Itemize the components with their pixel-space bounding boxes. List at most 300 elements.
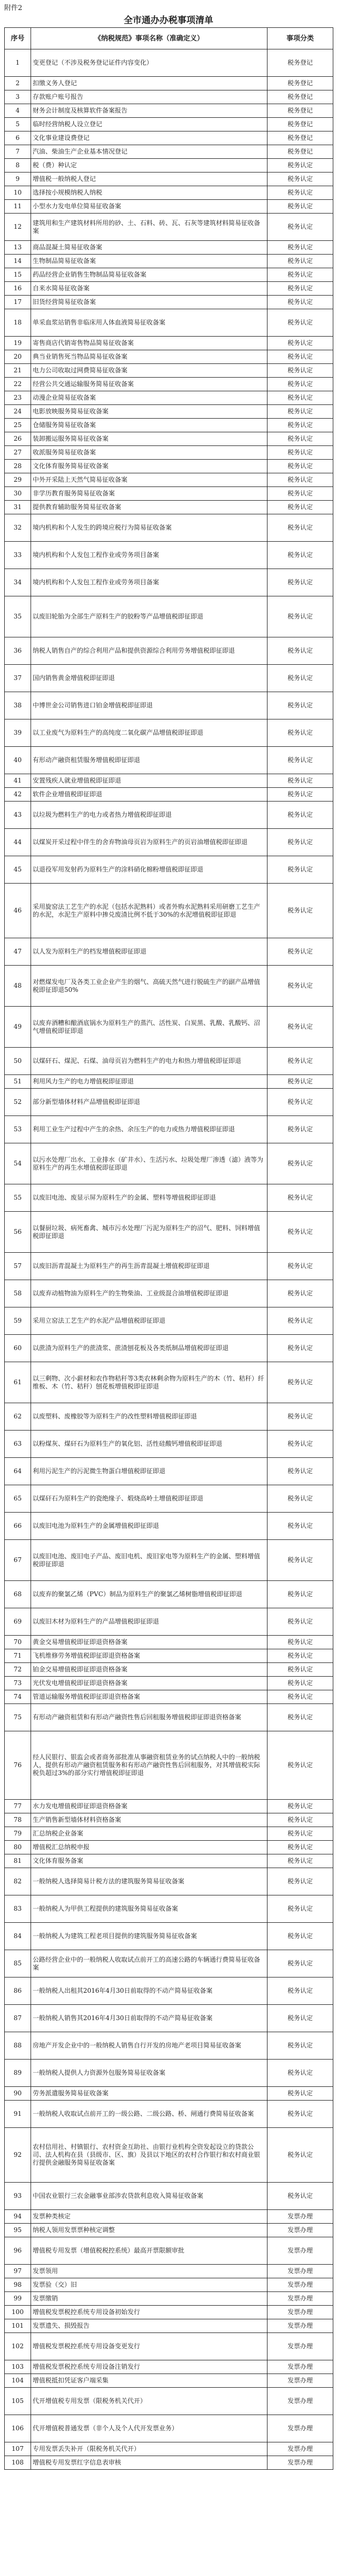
row-number: 39	[5, 719, 31, 747]
item-category: 税务认定	[267, 473, 333, 487]
item-category: 税务认定	[267, 665, 333, 692]
item-category: 税务认定	[267, 1089, 333, 1116]
item-name: 软件企业增值税即征即退	[31, 788, 267, 802]
table-row	[5, 104, 333, 118]
item-category: 税务认定	[267, 1663, 333, 1677]
item-category: 税务认定	[267, 1540, 333, 1581]
row-number: 52	[5, 1089, 31, 1116]
item-name: 财务会计制度及核算软件备案报告	[31, 104, 267, 118]
table-row	[5, 159, 333, 173]
item-name: 生物制品简易征收备案	[31, 255, 267, 268]
table-row	[5, 542, 333, 569]
item-category: 税务认定	[267, 296, 333, 309]
row-number: 78	[5, 1813, 31, 1827]
item-name: 以废旧电池为原料生产的金属增值税即征即退	[31, 1513, 267, 1540]
item-name: 典当业销售死当物品简易征收备案	[31, 350, 267, 364]
row-number: 98	[5, 2278, 31, 2292]
row-number: 88	[5, 2032, 31, 2060]
row-number: 93	[5, 2183, 31, 2210]
item-category: 税务认定	[267, 1048, 333, 1075]
row-number: 48	[5, 966, 31, 1007]
table-row	[5, 1868, 333, 1895]
row-number: 82	[5, 1868, 31, 1895]
row-number: 42	[5, 788, 31, 802]
item-name: 发票缴销	[31, 2292, 267, 2306]
table-row	[5, 884, 333, 938]
item-category: 税务认定	[267, 802, 333, 829]
row-number: 33	[5, 542, 31, 569]
item-name: 税（费）种认定	[31, 159, 267, 173]
row-number: 66	[5, 1513, 31, 1540]
item-name: 一般纳税人出租其2016年4月30日前取得的不动产简易征收备案	[31, 1977, 267, 2005]
item-name: 增值税汇总纳税申报	[31, 1841, 267, 1854]
table-row	[5, 2442, 333, 2456]
table-row	[5, 391, 333, 405]
item-name: 有形动产融资租赁服务增值税即征即退	[31, 747, 267, 774]
item-name: 发票遗失、损毁报告	[31, 2319, 267, 2333]
item-name: 水力发电增值税即征即退资格备案	[31, 1800, 267, 1813]
item-category: 税务认定	[267, 364, 333, 378]
table-row	[5, 1950, 333, 1977]
table-row	[5, 118, 333, 131]
table-row	[5, 1731, 333, 1800]
item-name: 小型水力发电单位简易征收备案	[31, 200, 267, 214]
item-category: 税务认定	[267, 2032, 333, 2060]
table-row	[5, 282, 333, 296]
row-number: 8	[5, 159, 31, 173]
item-category: 税务认定	[267, 747, 333, 774]
item-category: 税务认定	[267, 514, 333, 542]
item-category: 发票办理	[267, 2360, 333, 2374]
item-category: 税务认定	[267, 966, 333, 1007]
item-category: 税务认定	[267, 637, 333, 665]
row-number: 89	[5, 2060, 31, 2087]
item-name: 电影放映服务简易征收备案	[31, 405, 267, 419]
table-row	[5, 1581, 333, 1608]
item-table	[4, 27, 333, 2470]
item-name: 一般纳税人提供人力资源外包服务简易征收备案	[31, 2060, 267, 2087]
item-name: 境内机构和个人发生的跨境应税行为简易征收备案	[31, 514, 267, 542]
item-category: 税务认定	[267, 214, 333, 241]
item-category: 税务认定	[267, 200, 333, 214]
item-name: 临时经营纳税人设立登记	[31, 118, 267, 131]
column-header-name: 《纳税规范》事项名称（准确定义）	[31, 28, 267, 49]
row-number: 80	[5, 1841, 31, 1854]
item-category: 税务认定	[267, 460, 333, 473]
table-row	[5, 719, 333, 747]
item-category: 税务登记	[267, 77, 333, 90]
item-name: 利用风力生产的电力增值税即征即退	[31, 1075, 267, 1089]
table-row	[5, 49, 333, 77]
table-row	[5, 1513, 333, 1540]
table-row	[5, 432, 333, 446]
row-number: 9	[5, 173, 31, 186]
table-row	[5, 1813, 333, 1827]
table-row	[5, 1704, 333, 1731]
item-name: 文化事业建设费登记	[31, 131, 267, 145]
item-name: 增值税发票税控系统专用设备变更发行	[31, 2333, 267, 2360]
item-name: 一般纳税人收取试点前开工的一级公路、二级公路、桥、闸通行费简易征收备案	[31, 2101, 267, 2128]
row-number: 77	[5, 1800, 31, 1813]
item-category: 税务认定	[267, 569, 333, 596]
item-name: 汇总纳税企业备案	[31, 1827, 267, 1841]
row-number: 40	[5, 747, 31, 774]
item-category: 税务登记	[267, 145, 333, 159]
item-name: 以废塑料、废橡胶等为原料生产的改性塑料增值税即征即退	[31, 1403, 267, 1431]
table-row	[5, 1800, 333, 1813]
row-number: 24	[5, 405, 31, 419]
row-number: 27	[5, 446, 31, 460]
item-category: 税务认定	[267, 1636, 333, 1649]
item-name: 发票种类核定	[31, 2210, 267, 2224]
row-number: 55	[5, 1184, 31, 1212]
row-number: 71	[5, 1649, 31, 1663]
item-name: 铂金交易增值税即征即退资格备案	[31, 1663, 267, 1677]
item-category: 税务认定	[267, 1458, 333, 1485]
item-name: 选择按小规模纳税人纳税	[31, 186, 267, 200]
item-category: 税务认定	[267, 1143, 333, 1184]
item-name: 增值税一般纳税人登记	[31, 173, 267, 186]
item-category: 税务认定	[267, 1362, 333, 1403]
row-number: 47	[5, 938, 31, 966]
item-name: 商品混凝土简易征收备案	[31, 241, 267, 255]
table-header-row	[5, 28, 333, 49]
item-category: 发票办理	[267, 2319, 333, 2333]
item-name: 黄金交易增值税即征即退资格备案	[31, 1636, 267, 1649]
table-row	[5, 692, 333, 719]
item-category: 税务认定	[267, 1868, 333, 1895]
item-category: 税务认定	[267, 1813, 333, 1827]
item-category: 发票办理	[267, 2306, 333, 2319]
item-category: 税务认定	[267, 350, 333, 364]
table-body	[5, 49, 333, 2470]
item-name: 以蔗渣为原料生产的蔗渣浆、蔗渣刨花板及各类纸制品增值税即征即退	[31, 1335, 267, 1362]
table-row	[5, 90, 333, 104]
item-name: 国内销售黄金增值税即征即退	[31, 665, 267, 692]
row-number: 92	[5, 2128, 31, 2183]
row-number: 99	[5, 2292, 31, 2306]
item-category: 税务登记	[267, 90, 333, 104]
row-number: 44	[5, 829, 31, 856]
row-number: 25	[5, 419, 31, 432]
item-category: 税务认定	[267, 337, 333, 350]
item-category: 税务认定	[267, 2005, 333, 2032]
table-row	[5, 1253, 333, 1280]
item-name: 以废弃的聚氯乙烯（PVC）制品为原料生产的聚氯乙烯树脂增值税即征即退	[31, 1581, 267, 1608]
item-category: 发票办理	[267, 2456, 333, 2470]
table-row	[5, 200, 333, 214]
item-name: 以工业废气为原料生产的高纯度二氧化碳产品增值税即征即退	[31, 719, 267, 747]
row-number: 72	[5, 1663, 31, 1677]
item-name: 建筑用和生产建筑材料所用的砂、土、石料、砖、瓦、石灰等建筑材料简易征收备案	[31, 214, 267, 241]
item-name: 一般纳税人销售其2016年4月30日前取得的不动产简易征收备案	[31, 2005, 267, 2032]
item-category: 税务认定	[267, 1116, 333, 1143]
item-category: 税务认定	[267, 378, 333, 391]
row-number: 13	[5, 241, 31, 255]
item-name: 以废旧木材为原料生产的产品增值税即征即退	[31, 1608, 267, 1636]
table-row	[5, 2265, 333, 2278]
table-row	[5, 1212, 333, 1253]
item-category: 税务认定	[267, 241, 333, 255]
row-number: 4	[5, 104, 31, 118]
table-row	[5, 1540, 333, 1581]
item-category: 税务认定	[267, 1704, 333, 1731]
row-number: 65	[5, 1485, 31, 1513]
item-name: 境内机构和个人发包工程作业或劳务项目备案	[31, 569, 267, 596]
table-row	[5, 419, 333, 432]
item-category: 发票办理	[267, 2415, 333, 2442]
item-category: 税务登记	[267, 118, 333, 131]
row-number: 67	[5, 1540, 31, 1581]
item-category: 税务认定	[267, 1827, 333, 1841]
table-row	[5, 1677, 333, 1690]
row-number: 41	[5, 774, 31, 788]
item-name: 以餐厨垃圾、病死畜禽、城市污水处理厂污泥为原料生产的沼气、肥料、饲料增值税即征即退	[31, 1212, 267, 1253]
item-name: 采用立窑法工艺生产的水泥产品增值税即征即退	[31, 1307, 267, 1335]
table-row	[5, 2388, 333, 2415]
page-title: 全市通办办税事项清单	[124, 15, 213, 26]
item-name: 增值税抵扣凭证客户端采集	[31, 2374, 267, 2388]
item-category: 税务认定	[267, 1307, 333, 1335]
table-row	[5, 2005, 333, 2032]
item-name: 一般纳税人为建筑工程老项目提供的建筑服务简易征收备案	[31, 1923, 267, 1950]
item-name: 安置残疾人就业增值税即征即退	[31, 774, 267, 788]
item-name: 利用工业生产过程中产生的余热、余压生产的电力或热力增值税即征即退	[31, 1116, 267, 1143]
row-number: 45	[5, 856, 31, 884]
item-name: 农村信用社、村镇银行、农村资金互助社、由银行业机构全资发起设立的贷款公司、法人机构在县（县级市、区、旗）及县以下地区的农村合作银行和农村商业银行提供金融服务简易征收备案	[31, 2128, 267, 2183]
row-number: 54	[5, 1143, 31, 1184]
row-number: 57	[5, 1253, 31, 1280]
table-row	[5, 2415, 333, 2442]
item-category: 税务登记	[267, 131, 333, 145]
item-category: 税务认定	[267, 501, 333, 514]
item-name: 单采血浆站销售非临床用人体血液简易征收备案	[31, 309, 267, 337]
item-name: 仓储服务简易征收备案	[31, 419, 267, 432]
table-row	[5, 473, 333, 487]
item-name: 非学历教育服务简易征收备案	[31, 487, 267, 501]
table-row	[5, 1841, 333, 1854]
table-row	[5, 1431, 333, 1458]
table-row	[5, 268, 333, 282]
item-category: 税务认定	[267, 2060, 333, 2087]
row-number: 16	[5, 282, 31, 296]
item-category: 税务认定	[267, 487, 333, 501]
item-category: 税务认定	[267, 692, 333, 719]
item-category: 税务认定	[267, 1854, 333, 1868]
row-number: 10	[5, 186, 31, 200]
column-header-no: 序号	[5, 28, 31, 49]
row-number: 70	[5, 1636, 31, 1649]
item-name: 有形动产融资租赁和有形动产融资性售后回租服务增值税即征即退资格备案	[31, 1704, 267, 1731]
table-row	[5, 1048, 333, 1075]
item-name: 以废旧沥青混凝土为原料生产的再生沥青混凝土增值税即征即退	[31, 1253, 267, 1280]
item-category: 税务认定	[267, 1923, 333, 1950]
item-category: 税务认定	[267, 542, 333, 569]
table-row	[5, 214, 333, 241]
table-row	[5, 938, 333, 966]
row-number: 108	[5, 2456, 31, 2470]
item-category: 税务认定	[267, 1731, 333, 1800]
item-name: 以退役军用发射药为原料生产的涂料硝化棉粉增值税即征即退	[31, 856, 267, 884]
item-category: 税务认定	[267, 1007, 333, 1048]
row-number: 34	[5, 569, 31, 596]
row-number: 103	[5, 2360, 31, 2374]
item-category: 税务认定	[267, 1649, 333, 1663]
item-category: 税务登记	[267, 104, 333, 118]
item-name: 纳税人领用发票票种核定调整	[31, 2224, 267, 2237]
table-row	[5, 337, 333, 350]
row-number: 87	[5, 2005, 31, 2032]
table-row	[5, 514, 333, 542]
row-number: 11	[5, 200, 31, 214]
item-category: 发票办理	[267, 2333, 333, 2360]
item-category: 税务认定	[267, 1431, 333, 1458]
table-row	[5, 774, 333, 788]
item-name: 对燃煤发电厂及各类工业企业产生的烟气、高硫天然气进行脱硫生产的副产品增值税即征即退50%	[31, 966, 267, 1007]
item-category: 税务认定	[267, 1485, 333, 1513]
item-name: 以废旧轮胎为全部生产原料生产的胶粉等产品增值税即征即退	[31, 596, 267, 637]
item-category: 税务认定	[267, 1403, 333, 1431]
item-name: 寄售商店代销寄售物品简易征收备案	[31, 337, 267, 350]
table-row	[5, 2333, 333, 2360]
item-category: 税务认定	[267, 884, 333, 938]
table-row	[5, 1307, 333, 1335]
table-row	[5, 2210, 333, 2224]
table-row	[5, 747, 333, 774]
row-number: 104	[5, 2374, 31, 2388]
item-category: 发票办理	[267, 2265, 333, 2278]
item-name: 纳税人销售自产的综合利用产品和提供资源综合利用劳务增值税即征即退	[31, 637, 267, 665]
row-number: 64	[5, 1458, 31, 1485]
row-number: 1	[5, 49, 31, 77]
item-name: 公路经营企业中的一般纳税人收取试点前开工的高速公路的车辆通行费简易征收备案	[31, 1950, 267, 1977]
item-name: 增值税发票税控系统专用设备注销发行	[31, 2360, 267, 2374]
item-category: 税务认定	[267, 268, 333, 282]
item-category: 税务认定	[267, 1581, 333, 1608]
row-number: 84	[5, 1923, 31, 1950]
item-name: 旧货经营简易征收备案	[31, 296, 267, 309]
table-row	[5, 2060, 333, 2087]
row-number: 17	[5, 296, 31, 309]
row-number: 15	[5, 268, 31, 282]
table-row	[5, 788, 333, 802]
item-name: 装卸搬运服务简易征收备案	[31, 432, 267, 446]
item-category: 税务认定	[267, 1608, 333, 1636]
table-row	[5, 378, 333, 391]
table-row	[5, 350, 333, 364]
table-row	[5, 1007, 333, 1048]
row-number: 30	[5, 487, 31, 501]
table-row	[5, 2128, 333, 2183]
table-row	[5, 596, 333, 637]
item-category: 税务认定	[267, 2183, 333, 2210]
table-row	[5, 2224, 333, 2237]
item-category: 税务认定	[267, 405, 333, 419]
row-number: 43	[5, 802, 31, 829]
table-row	[5, 1608, 333, 1636]
table-row	[5, 2306, 333, 2319]
row-number: 19	[5, 337, 31, 350]
item-name: 电力公司收取过网费简易征收备案	[31, 364, 267, 378]
table-row	[5, 446, 333, 460]
item-name: 以粉煤灰、煤矸石为原料生产的氧化铝、活性硅酸钙增值税即征即退	[31, 1431, 267, 1458]
item-category: 税务认定	[267, 1075, 333, 1089]
row-number: 51	[5, 1075, 31, 1089]
item-category: 税务认定	[267, 1950, 333, 1977]
table-row	[5, 1895, 333, 1923]
item-name: 中国农业银行三农金融事业部涉农贷款利息收入简易征收备案	[31, 2183, 267, 2210]
table-row	[5, 1977, 333, 2005]
item-name: 以废旧电池、废显示屏为原料生产的金属、塑料等增值税即征即退	[31, 1184, 267, 1212]
row-number: 60	[5, 1335, 31, 1362]
row-number: 90	[5, 2087, 31, 2101]
item-name: 发票验（交）旧	[31, 2278, 267, 2292]
item-category: 税务认定	[267, 255, 333, 268]
item-name: 代开增值税专用发票（限税务机关代开）	[31, 2388, 267, 2415]
table-row	[5, 487, 333, 501]
item-category: 税务认定	[267, 856, 333, 884]
item-category: 税务认定	[267, 1977, 333, 2005]
item-category: 税务认定	[267, 2087, 333, 2101]
table-row	[5, 2087, 333, 2101]
item-name: 采用旋窑法工艺生产的水泥（包括水泥熟料）或者外购水泥熟料采用研磨工艺生产的水泥，水泥生产原料中掺兑废渣比例不低于30%的水泥增值税即征即退	[31, 884, 267, 938]
table-row	[5, 1280, 333, 1307]
item-category: 发票办理	[267, 2210, 333, 2224]
item-name: 以废弃动植物油为原料生产的生物柴油、工业级混合油增值税即征即退	[31, 1280, 267, 1307]
item-category: 税务认定	[267, 173, 333, 186]
table-row	[5, 1089, 333, 1116]
item-name: 文化体育服务简易征收备案	[31, 460, 267, 473]
item-category: 税务认定	[267, 1800, 333, 1813]
item-name: 提供教育辅助服务简易征收备案	[31, 501, 267, 514]
table-row	[5, 186, 333, 200]
row-number: 12	[5, 214, 31, 241]
row-number: 85	[5, 1950, 31, 1977]
table-row	[5, 1923, 333, 1950]
table-row	[5, 1458, 333, 1485]
item-name: 增值税发票税控系统专用设备初始发行	[31, 2306, 267, 2319]
row-number: 35	[5, 596, 31, 637]
row-number: 22	[5, 378, 31, 391]
row-number: 49	[5, 1007, 31, 1048]
row-number: 6	[5, 131, 31, 145]
row-number: 58	[5, 1280, 31, 1307]
item-category: 税务认定	[267, 282, 333, 296]
row-number: 37	[5, 665, 31, 692]
row-number: 68	[5, 1581, 31, 1608]
table-row	[5, 1403, 333, 1431]
item-category: 发票办理	[267, 2278, 333, 2292]
table-row	[5, 2183, 333, 2210]
item-category: 税务认定	[267, 2128, 333, 2183]
item-category: 税务认定	[267, 2101, 333, 2128]
row-number: 29	[5, 473, 31, 487]
table-row	[5, 501, 333, 514]
row-number: 5	[5, 118, 31, 131]
row-number: 63	[5, 1431, 31, 1458]
table-row	[5, 405, 333, 419]
item-name: 以煤矸石、煤泥、石煤、油母页岩为燃料生产的电力和热力增值税即征即退	[31, 1048, 267, 1075]
table-row	[5, 2292, 333, 2306]
row-number: 105	[5, 2388, 31, 2415]
row-number: 3	[5, 90, 31, 104]
row-number: 86	[5, 1977, 31, 2005]
item-name: 汽油、柴油生产企业基本情况登记	[31, 145, 267, 159]
item-name: 收派服务简易征收备案	[31, 446, 267, 460]
table-row	[5, 1690, 333, 1704]
item-name: 以垃圾为燃料生产的电力或者热力增值税即征即退	[31, 802, 267, 829]
table-row	[5, 1335, 333, 1362]
